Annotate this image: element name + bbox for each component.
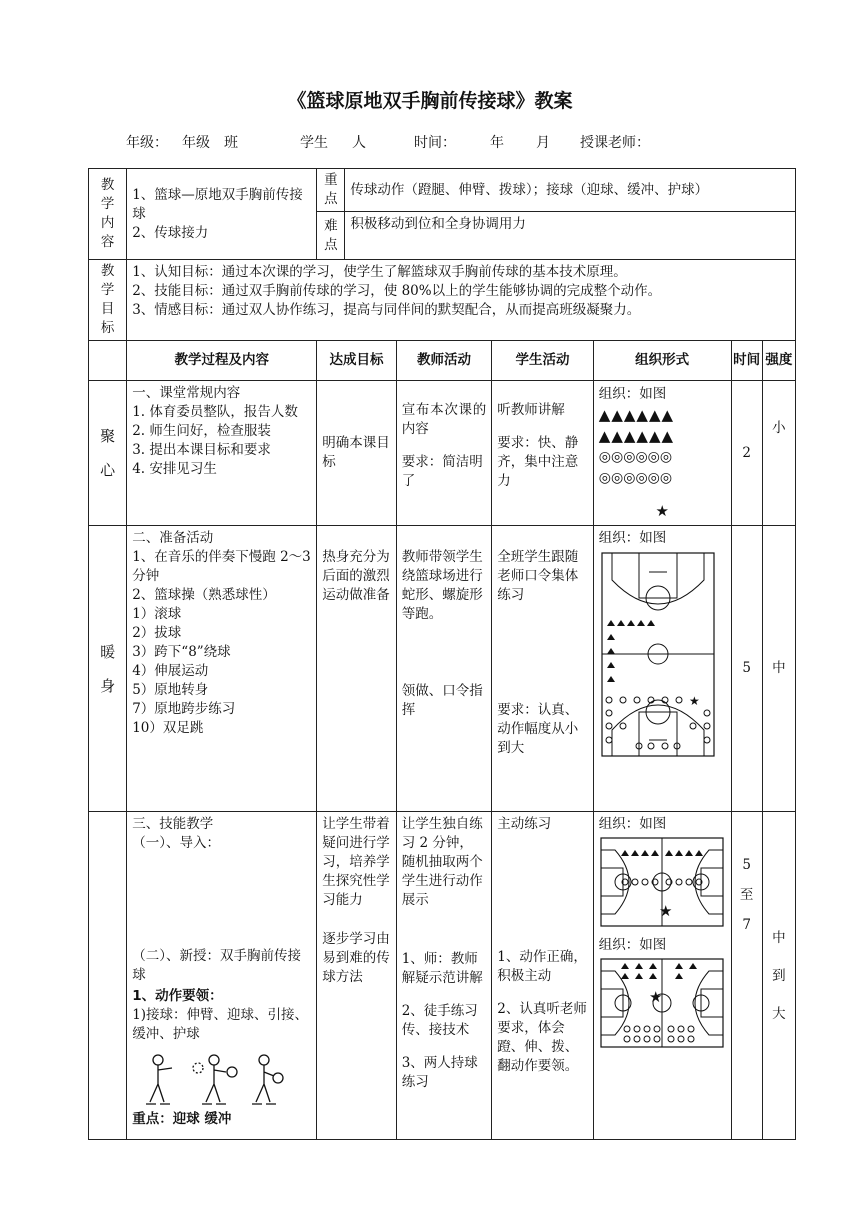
content-items: 1、篮球—原地双手胸前传接球 2、传球接力 [127,169,317,260]
difficulty-text: 积极移动到位和全身协调用力 [345,212,796,260]
section1-teacher: 宣布本次课的内容 要求：简洁明了 [396,381,492,526]
difficulty-label: 难 点 [317,212,345,260]
header-teacher: 教师活动 [396,341,492,381]
section3-organization: 组织：如图 ★ 组织：如图 ★ [593,812,731,1140]
section2-time: 5 [731,526,762,812]
section2-label: 暖 身 [89,526,127,812]
time-label: 时间： [414,135,456,151]
section3-intensity: 中 到 大 [762,812,795,1140]
goals-label: 教 学 目 标 [89,260,127,341]
person-unit: 人 [352,135,366,151]
page-title: 《篮球原地双手胸前传接球》教案 [287,90,573,112]
content-label: 教 学 内 容 [89,169,127,260]
court-diagram-practice [599,957,725,1049]
info-line [126,132,650,152]
court-diagram-intro [599,836,725,928]
section3-student: 主动练习 1、动作正确，积极主动 2、认真听老师要求，体会蹬、伸、拨、翻动作要领。 [492,812,594,1140]
formation-triangles-row: ▲▲▲▲▲▲ [598,427,675,445]
student-label: 学生 [300,135,328,151]
header-process: 教学过程及内容 [127,341,317,381]
section1-intensity: 小 [762,381,795,526]
year-label: 年 [490,135,504,151]
section2-intensity: 中 [762,526,795,812]
header-goal: 达成目标 [317,341,396,381]
goals-text [127,260,796,341]
header-blank [89,341,127,381]
formation-triangles-row: ▲▲▲▲▲▲ [598,406,675,424]
section2-teacher: 教师带领学生绕篮球场进行蛇形、螺旋形等跑。 领做、口令指挥 [396,526,492,812]
svg-text:★: ★ [648,988,663,1006]
goal-item: 2、技能目标：通过双手胸前传球的学习，使 80%以上的学生能够协调的完成整个动作。 [132,283,662,299]
header-student: 学生活动 [492,341,594,381]
section3-time: 5 至 7 [731,812,762,1140]
section3-label [89,812,127,1140]
plan-table [88,168,796,1140]
key-point-text: 传球动作（蹬腿、伸臂、拨球）；接球（迎球、缓冲、护球） [345,169,796,212]
section1-time: 2 [731,381,762,526]
formation-circles-row: ◎◎◎◎◎◎ [598,470,673,486]
header-organization: 组织形式 [593,341,731,381]
grade-value: 年级 [182,135,210,151]
header-time: 时间 [731,341,762,381]
svg-text:★: ★ [658,902,673,920]
key-point-label: 重 点 [317,169,345,212]
section2-organization: 组织：如图 ★ [593,526,731,812]
section1-process: 一、课堂常规内容 1. 体育委员整队，报告人数 2. 师生问好，检查服装 3. 提出本课目标和要求 4. 安排见习生 [127,381,317,526]
catching-illustration [136,1050,286,1110]
section1-label: 聚 心 [89,381,127,526]
essentials-heading: 1、动作要领： [132,988,223,1004]
section3-goal: 让学生带着疑问进行学习，培养学生探究性学习能力 逐步学习由易到难的传球方法 [317,812,396,1140]
section2-process: 二、准备活动 1、在音乐的伴奏下慢跑 2～3 分钟 2、篮球操（熟悉球性） 1）滚球 2）拔球 3）跨下“8”绕球 4）伸展运动 5）原地转身 7）原地跨步练习 10）双足跳 [127,526,317,812]
section2-student: 全班学生跟随老师口令集体练习 要求：认真、动作幅度从小到大 [492,526,594,812]
teacher-label: 授课老师： [580,135,650,151]
goal-item: 1、认知目标：通过本次课的学习，使学生了解篮球双手胸前传球的基本技术原理。 [132,264,627,280]
header-intensity: 强度 [762,341,795,381]
formation-circles-row: ◎◎◎◎◎◎ [598,449,673,465]
court-diagram-warmup [599,550,717,758]
section2-goal: 热身充分为后面的激烈运动做准备 [317,526,396,812]
goal-item: 3、情感目标：通过双人协作练习，提高与同伴间的默契配合，从而提高班级凝聚力。 [132,302,641,318]
month-label: 月 [536,135,550,151]
section3-process: 三、技能教学 （一）、导入： （二）、新授：双手胸前传接球 1、动作要领： 1)接球：伸臂、迎球、引接、缓冲、护球 重点：迎球 缓冲 [127,812,317,1140]
section1-organization: 组织：如图 ▲▲▲▲▲▲ ▲▲▲▲▲▲ ◎◎◎◎◎◎ ◎◎◎◎◎◎ ★ [593,381,731,526]
class-label: 班 [224,135,238,151]
teacher-star-icon: ★ [655,502,669,520]
grade-label: 年级： [126,135,168,151]
section3-teacher: 让学生独自练习 2 分钟，随机抽取两个学生进行动作展示 1、师：教师解疑示范讲解 2、徒手练习传、接技术 3、两人持球练习 [396,812,492,1140]
focus-text: 重点：迎球 缓冲 [132,1111,232,1127]
section1-goal: 明确本课目标 [317,381,396,526]
svg-text:★: ★ [688,694,700,708]
section1-student: 听教师讲解 要求：快、静齐，集中注意力 [492,381,594,526]
